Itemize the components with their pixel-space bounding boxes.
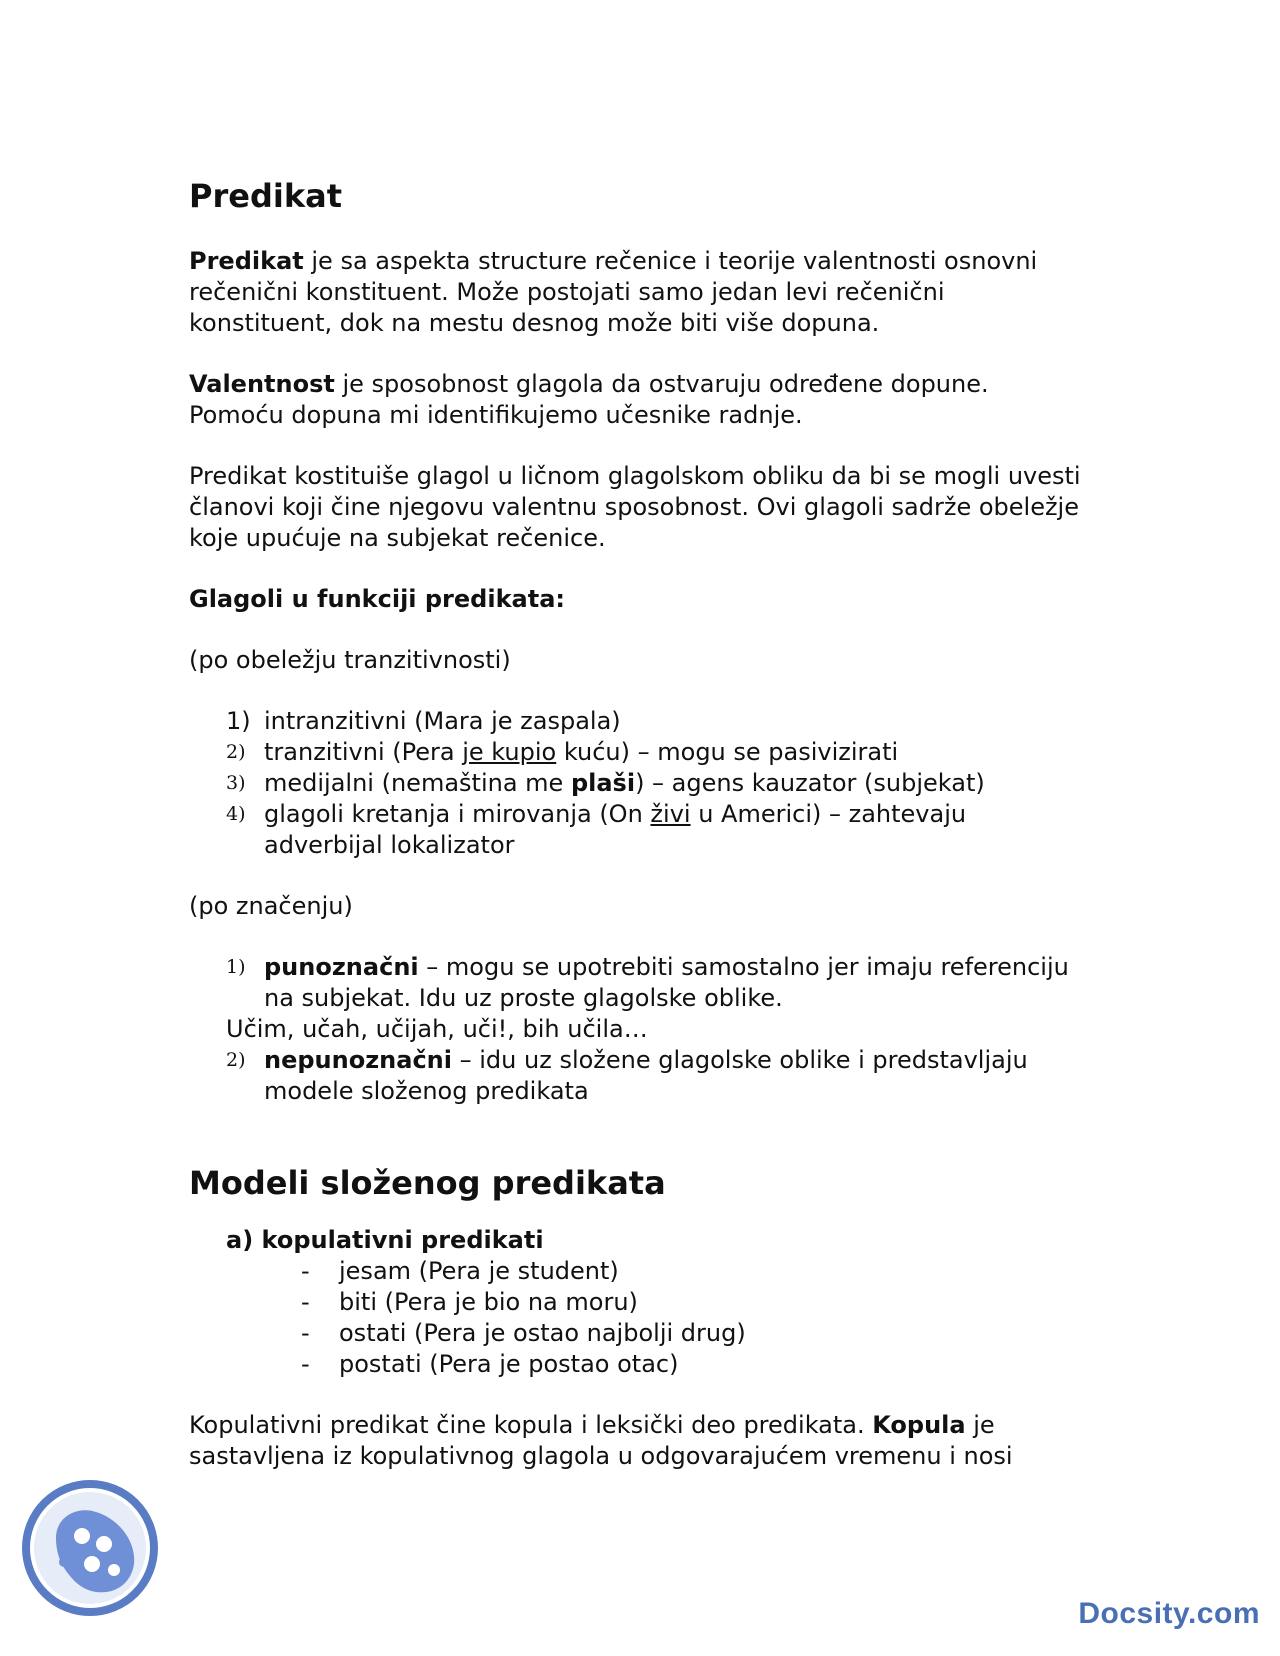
list-item-text: postati (Pera je postao otac): [339, 1350, 679, 1378]
list-item: [189, 952, 1089, 1014]
list-number: 2): [226, 741, 246, 763]
list-item: [189, 737, 1089, 768]
example-line: Učim, učah, učijah, uči!, bih učila…: [226, 1015, 648, 1043]
list-item: [189, 799, 1089, 861]
document-content: [189, 176, 1089, 1472]
paragraph-kopulativni: [189, 1410, 1089, 1472]
section-title-modeli: Modeli složenog predikata: [189, 1164, 666, 1202]
bold-term: punoznačni: [264, 953, 419, 981]
label-tranzitivnost: (po obeležju tranzitivnosti): [189, 646, 511, 674]
list-item-text: tranzitivni (Pera: [264, 738, 463, 766]
list-znacenje: [189, 952, 1089, 1014]
list-item-text: ostati (Pera je ostao najbolji drug): [339, 1319, 746, 1347]
docsity-logo-icon: [20, 1478, 160, 1618]
list-number: 1): [226, 956, 246, 978]
dash-bullet: -: [301, 1288, 310, 1316]
list-item-text: – mogu se upotrebiti samostalno jer imaju referenciju na subjekat. Idu uz proste glagolske oblike.: [264, 953, 1069, 1012]
list-item-text: medijalni (nemaština me: [264, 769, 571, 797]
list-item-text: – idu uz složene glagolske oblike i predstavljaju modele složenog predikata: [264, 1046, 1028, 1105]
list-tranzitivnost: [189, 706, 1089, 861]
paragraph-predikat: [189, 246, 1089, 339]
list-item-text: kuću) – mogu se pasivizirati: [556, 738, 899, 766]
paragraph-predikat-kostituise: Predikat kostituiše glagol u ličnom glagolskom obliku da bi se mogli uvesti članovi koji čine njegovu valentnu sposobnost. Ovi glagoli sadrže obeležje koje upućuje na subjekat rečenice.: [189, 462, 1081, 552]
bold-term: plaši: [570, 769, 636, 797]
list-number: 1): [226, 707, 251, 735]
paragraph-text: je sposobnost glagola da ostvaruju određene dopune. Pomoću dopuna mi identifikujemo učesnike radnje.: [189, 370, 989, 429]
list-item-text: glagoli kretanja i mirovanja (On: [264, 800, 651, 828]
list-kopulativni: [189, 1256, 1089, 1380]
list-item-text: intranzitivni (Mara je zaspala): [264, 707, 621, 735]
list-number: 4): [226, 803, 246, 825]
list-item-text: u Americi) – zahtevaju adverbijal lokalizator: [264, 800, 967, 859]
list-item-text: ) – agens kauzator (subjekat): [635, 769, 985, 797]
dash-bullet: -: [301, 1350, 310, 1378]
section-heading-glagoli: Glagoli u funkciji predikata:: [189, 585, 565, 613]
list-item-text: biti (Pera je bio na moru): [339, 1288, 638, 1316]
list-item: [189, 1256, 1089, 1287]
paragraph-text: je sa aspekta structure rečenice i teorije valentnosti osnovni rečenični konstituent. Može postojati samo jedan levi rečenični konstituent, dok na mestu desnog može biti više dopuna.: [189, 247, 1038, 337]
bold-term: nepunoznačni: [264, 1046, 452, 1074]
subheading-kopulativni: a) kopulativni predikati: [226, 1226, 544, 1254]
term-predikat: Predikat: [189, 247, 304, 275]
list-item: [189, 1349, 1089, 1380]
underlined-term: je kupio: [462, 738, 557, 766]
list-item: [189, 1045, 1089, 1107]
list-item-text: jesam (Pera je student): [339, 1257, 619, 1285]
paragraph-valentnost: [189, 369, 1089, 431]
paragraph-text: je sastavljena iz kopulativnog glagola u odgovarajućem vremenu i nosi: [189, 1411, 1013, 1470]
list-znacenje-cont: [189, 1045, 1089, 1107]
list-item: [189, 768, 1089, 799]
dash-bullet: -: [301, 1257, 310, 1285]
term-valentnost: Valentnost: [189, 370, 335, 398]
underlined-term: živi: [650, 800, 691, 828]
list-item: [189, 1287, 1089, 1318]
list-number: 3): [226, 772, 246, 794]
page-title: Predikat: [189, 177, 342, 215]
docsity-brand-text[interactable]: Docsity.com: [1078, 1597, 1260, 1630]
list-item: [189, 1318, 1089, 1349]
term-kopula: Kopula: [872, 1411, 966, 1439]
dash-bullet: -: [301, 1319, 310, 1347]
label-znacenje: (po značenju): [189, 892, 353, 920]
list-number: 2): [226, 1049, 246, 1071]
paragraph-text: Kopulativni predikat čine kopula i leksički deo predikata.: [189, 1411, 873, 1439]
list-item: [189, 706, 1089, 737]
